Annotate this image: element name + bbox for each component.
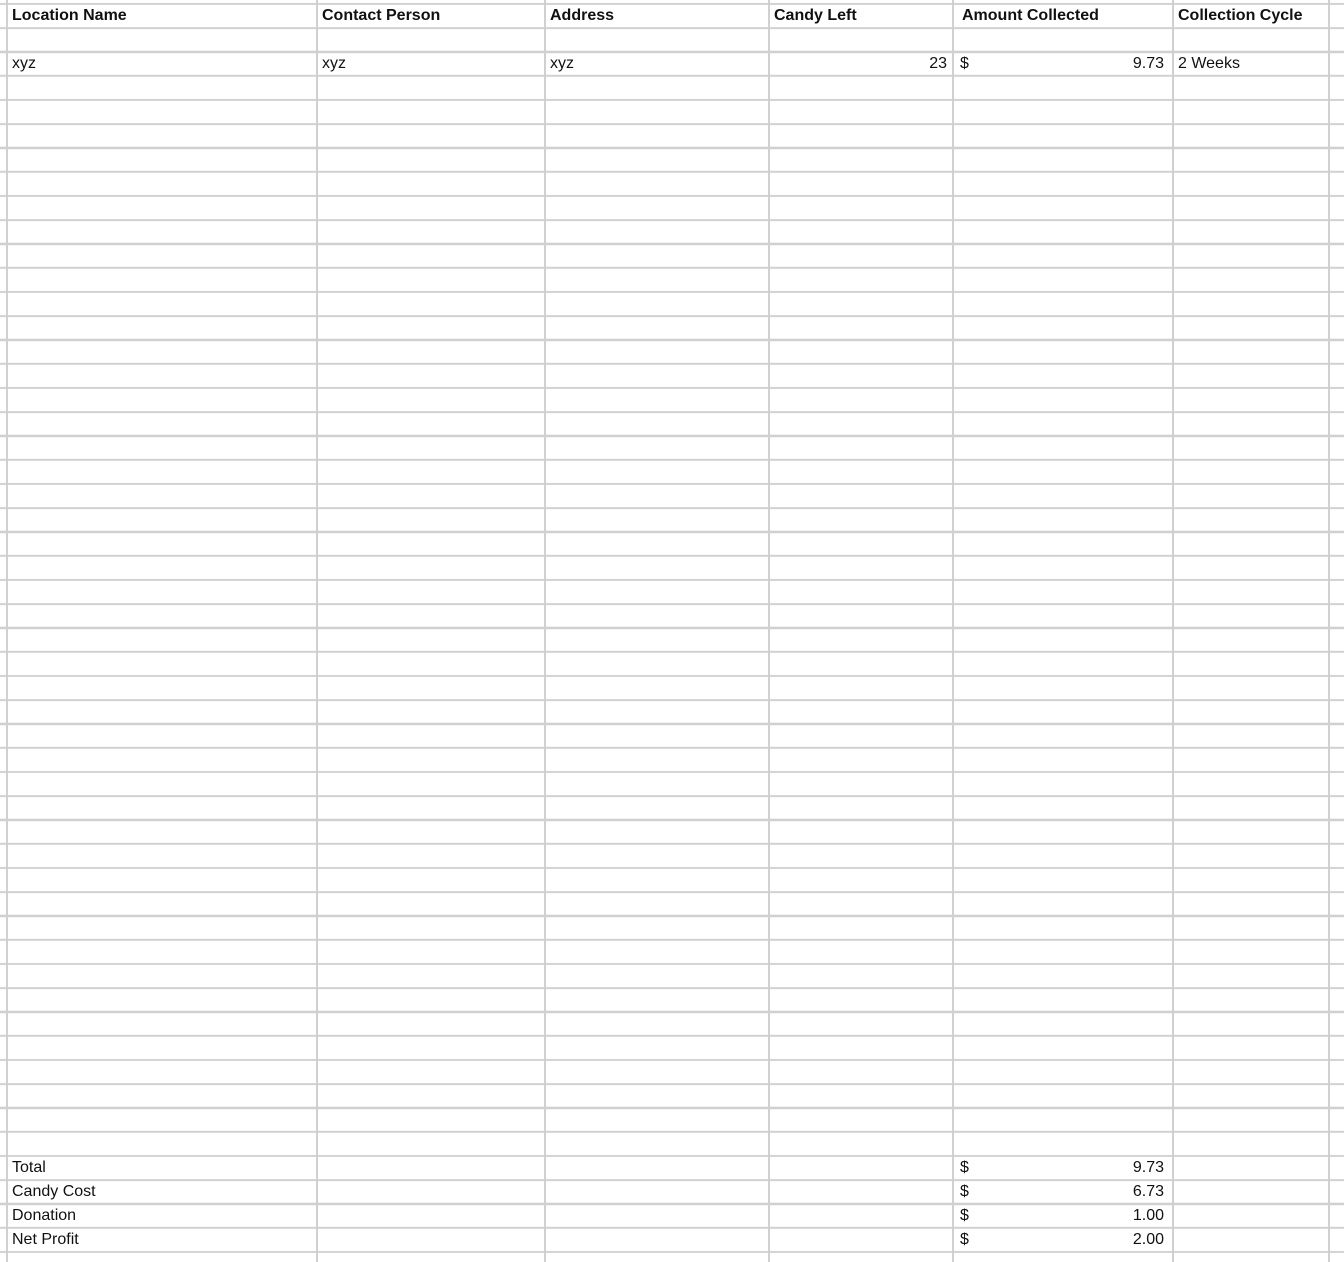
header-row: [0, 4, 1344, 28]
column-divider: [544, 0, 546, 1262]
table-row: [0, 52, 1344, 76]
column-divider: [1172, 0, 1174, 1262]
header-candy-left[interactable]: Candy Left: [774, 7, 857, 24]
candy-left-cell[interactable]: 23: [929, 55, 947, 72]
summary-value[interactable]: 2.00: [1132, 1231, 1164, 1248]
column-divider: [6, 0, 8, 1262]
currency-symbol: $: [960, 1207, 969, 1224]
address-cell[interactable]: xyz: [550, 55, 574, 72]
currency-symbol: $: [960, 55, 969, 72]
column-divider: [768, 0, 770, 1262]
header-location-name[interactable]: Location Name: [12, 7, 127, 24]
currency-symbol: $: [960, 1159, 969, 1176]
header-collection-cycle[interactable]: Collection Cycle: [1178, 7, 1303, 24]
summary-label[interactable]: Donation: [12, 1207, 77, 1224]
amount-collected-cell[interactable]: 9.73: [1132, 55, 1164, 72]
location-name-cell[interactable]: xyz: [12, 55, 36, 72]
header-address[interactable]: Address: [550, 7, 615, 24]
summary-label[interactable]: Total: [12, 1159, 46, 1176]
summary-label[interactable]: Candy Cost: [12, 1183, 96, 1200]
summary-value[interactable]: 6.73: [1132, 1183, 1164, 1200]
column-divider: [316, 0, 318, 1262]
contact-person-cell[interactable]: xyz: [322, 55, 346, 72]
summary-label[interactable]: Net Profit: [12, 1231, 79, 1248]
summary-row-net-profit: [0, 1228, 1344, 1252]
summary-row-total: [0, 1156, 1344, 1180]
currency-symbol: $: [960, 1183, 969, 1200]
summary-row-donation: [0, 1204, 1344, 1228]
summary-value[interactable]: 1.00: [1132, 1207, 1164, 1224]
column-divider: [952, 0, 954, 1262]
header-contact-person[interactable]: Contact Person: [322, 7, 441, 24]
header-amount-collected[interactable]: Amount Collected: [962, 7, 1099, 24]
collection-cycle-cell[interactable]: 2 Weeks: [1178, 55, 1240, 72]
column-divider: [1328, 0, 1330, 1262]
summary-value[interactable]: 9.73: [1132, 1159, 1164, 1176]
summary-row-candy-cost: [0, 1180, 1344, 1204]
currency-symbol: $: [960, 1231, 969, 1248]
